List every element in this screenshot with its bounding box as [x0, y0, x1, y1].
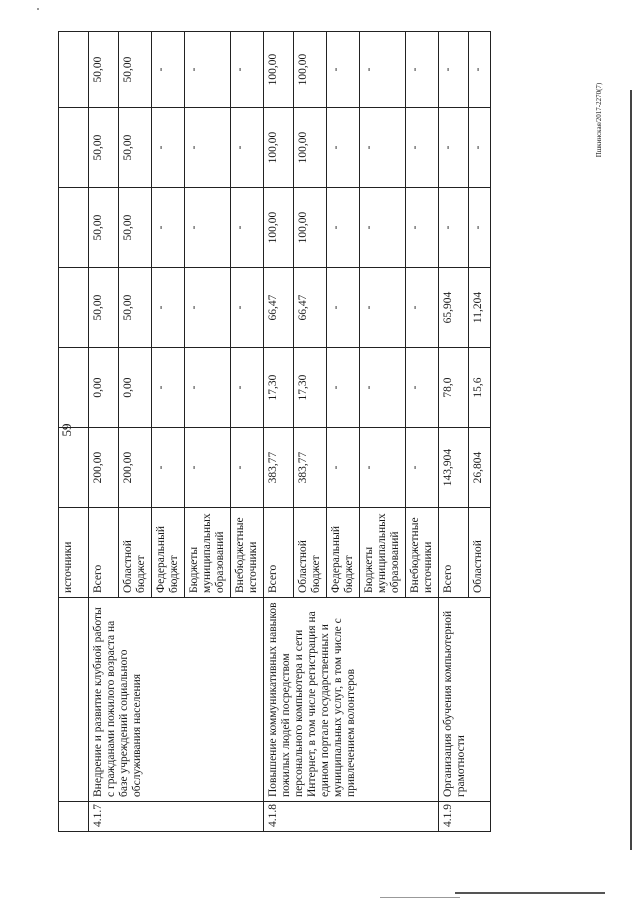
value-cell: - [231, 268, 264, 348]
value-cell: 100,00 [264, 108, 294, 188]
value-cell: 17,30 [264, 348, 294, 428]
value-cell: - [360, 268, 406, 348]
value-cell: 65,904 [439, 268, 469, 348]
value-cell: - [406, 188, 439, 268]
value-cell: 0,00 [89, 348, 119, 428]
table-row [264, 32, 294, 832]
value-cell: - [327, 32, 360, 108]
value-cell: - [469, 188, 491, 268]
event-name: Внедрение и развитие клубной работы с гражданами пожилого возраста на базе учреждений социального обслуживания населения [89, 598, 264, 802]
source-cell: Бюджеты муниципальных образований [360, 508, 406, 598]
value-cell: - [152, 32, 185, 108]
page-number: 59 [59, 423, 74, 437]
value-cell: 100,00 [294, 108, 327, 188]
value-cell: - [231, 108, 264, 188]
value-cell: - [360, 108, 406, 188]
document-code: Пшкинская/2017-2270(7) [595, 82, 603, 158]
value-cell: 50,00 [119, 268, 152, 348]
value-cell: - [185, 108, 231, 188]
source-cell: Всего [89, 508, 119, 598]
header-blank [59, 268, 89, 348]
value-cell: - [439, 108, 469, 188]
value-cell: - [185, 348, 231, 428]
value-cell: - [406, 268, 439, 348]
value-cell: 50,00 [89, 32, 119, 108]
value-cell: - [469, 108, 491, 188]
scan-edge-line [630, 90, 632, 850]
rotated-table-wrapper [58, 32, 588, 832]
row-number: 4.1.7 [89, 802, 264, 832]
value-cell: - [185, 268, 231, 348]
value-cell: - [439, 32, 469, 108]
budget-table [58, 31, 491, 832]
value-cell: - [231, 348, 264, 428]
value-cell: 50,00 [89, 108, 119, 188]
scan-bottom-line-faint [380, 897, 460, 898]
value-cell: - [231, 188, 264, 268]
source-cell: Всего [264, 508, 294, 598]
value-cell: - [327, 188, 360, 268]
value-cell: - [327, 268, 360, 348]
header-blank [59, 348, 89, 428]
value-cell: - [360, 188, 406, 268]
source-cell: Областной бюджет [294, 508, 327, 598]
row-number: 4.1.8 [264, 802, 439, 832]
value-cell: - [439, 188, 469, 268]
value-cell: 383,77 [264, 428, 294, 508]
value-cell: - [469, 32, 491, 108]
source-cell: Федеральный бюджет [327, 508, 360, 598]
source-cell: Внебюджетные источники [231, 508, 264, 598]
row-number: 4.1.9 [439, 802, 491, 832]
header-blank [59, 108, 89, 188]
value-cell: 15,6 [469, 348, 491, 428]
value-cell: - [406, 348, 439, 428]
value-cell: - [152, 428, 185, 508]
scan-bottom-line [455, 892, 605, 894]
value-cell: 100,00 [264, 32, 294, 108]
value-cell: 100,00 [264, 188, 294, 268]
value-cell: - [231, 32, 264, 108]
value-cell: - [327, 428, 360, 508]
source-cell: Внебюджетные источники [406, 508, 439, 598]
value-cell: - [231, 428, 264, 508]
source-cell: Федеральный бюджет [152, 508, 185, 598]
scan-speck [37, 8, 39, 10]
value-cell: - [152, 188, 185, 268]
source-cell: Бюджеты муниципальных образований [185, 508, 231, 598]
event-name: Организация обучения компьютерной грамотности [439, 598, 491, 802]
value-cell: - [360, 348, 406, 428]
source-cell: Областной бюджет [119, 508, 152, 598]
value-cell: 50,00 [89, 188, 119, 268]
value-cell: 100,00 [294, 32, 327, 108]
table-row [89, 32, 119, 832]
value-cell: 50,00 [119, 188, 152, 268]
value-cell: - [406, 108, 439, 188]
table-header-row [59, 32, 89, 832]
value-cell: - [152, 348, 185, 428]
header-blank [59, 802, 89, 832]
source-cell: Всего [439, 508, 469, 598]
value-cell: 50,00 [119, 108, 152, 188]
header-blank [59, 32, 89, 108]
value-cell: - [152, 268, 185, 348]
value-cell: 0,00 [119, 348, 152, 428]
value-cell: 78,0 [439, 348, 469, 428]
value-cell: - [360, 32, 406, 108]
value-cell: - [360, 428, 406, 508]
value-cell: 11,204 [469, 268, 491, 348]
value-cell: - [327, 108, 360, 188]
value-cell: - [327, 348, 360, 428]
value-cell: - [185, 188, 231, 268]
header-blank [59, 428, 89, 508]
value-cell: - [185, 428, 231, 508]
value-cell: 143,904 [439, 428, 469, 508]
table-row [439, 32, 469, 832]
header-sources: источники [59, 508, 89, 598]
value-cell: 50,00 [119, 32, 152, 108]
value-cell: - [406, 32, 439, 108]
value-cell: 100,00 [294, 188, 327, 268]
value-cell: 17,30 [294, 348, 327, 428]
value-cell: 26,804 [469, 428, 491, 508]
source-cell: Областной [469, 508, 491, 598]
value-cell: - [406, 428, 439, 508]
value-cell: 66,47 [264, 268, 294, 348]
value-cell: - [152, 108, 185, 188]
value-cell: - [185, 32, 231, 108]
event-name: Повышение коммуникативных навыков пожилых людей посредством персонального компьютера и сети Интернет, в том числе регистрация на едином портале государственных и муниципальных услуг, в том числе с привлечением волонтеров [264, 598, 439, 802]
value-cell: 200,00 [89, 428, 119, 508]
value-cell: 66,47 [294, 268, 327, 348]
value-cell: 383,77 [294, 428, 327, 508]
header-blank [59, 598, 89, 802]
value-cell: 50,00 [89, 268, 119, 348]
header-blank [59, 188, 89, 268]
value-cell: 200,00 [119, 428, 152, 508]
